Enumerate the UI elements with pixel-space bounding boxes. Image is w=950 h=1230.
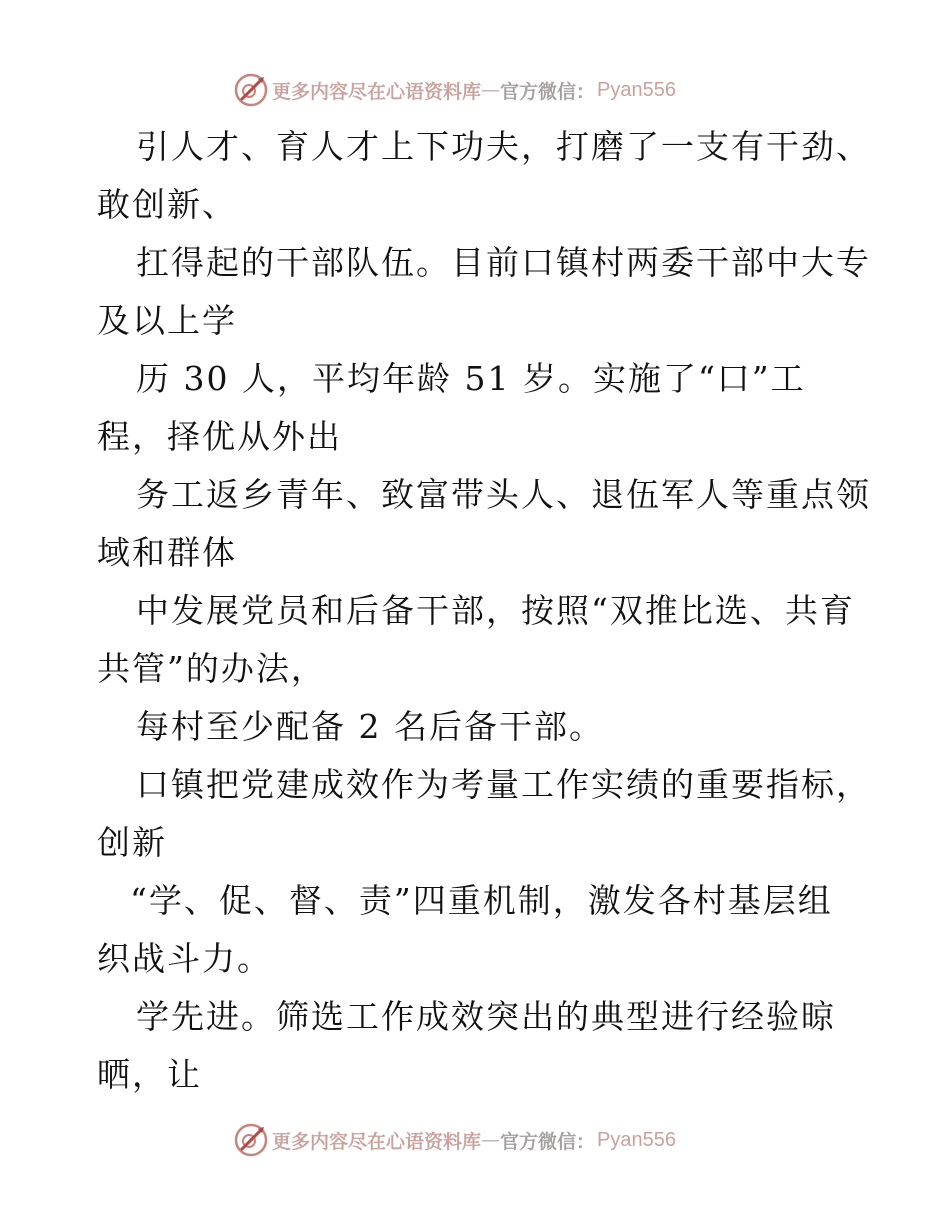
body-line: 引人才、育人才上下功夫，打磨了一支有干劲、 xyxy=(136,127,871,166)
watermark-text: 更多内容尽在心语资料库 xyxy=(272,1130,482,1153)
body-line: 程，择优从外出 xyxy=(97,417,342,456)
body-line: 织战斗力。 xyxy=(97,939,272,978)
body-line: 域和群体 xyxy=(97,533,237,572)
body-line: 及以上学 xyxy=(97,301,237,340)
watermark-separator: — xyxy=(481,1129,501,1151)
body-line: 中发展党员和后备干部，按照“双推比选、共育 xyxy=(136,591,855,630)
watermark-label: 官方微信： xyxy=(500,80,596,103)
footer-watermark xyxy=(234,1122,676,1158)
body-line: 创新 xyxy=(97,823,167,862)
body-line: 敢创新、 xyxy=(97,185,237,224)
body-line: 每村至少配备 2 名后备干部。 xyxy=(136,707,604,746)
body-line: 口镇把党建成效作为考量工作实绩的重要指标， xyxy=(136,765,871,804)
body-line: 共管”的办法， xyxy=(97,649,326,688)
watermark-separator: — xyxy=(481,79,501,101)
body-line: 晒，让 xyxy=(97,1055,202,1094)
body-line: 务工返乡青年、致富带头人、退伍军人等重点领 xyxy=(136,475,871,514)
watermark-label: 官方微信： xyxy=(500,1130,596,1153)
body-line: “学、促、督、责”四重机制，激发各村基层组 xyxy=(130,881,833,920)
header-watermark xyxy=(234,72,676,108)
logo-icon xyxy=(234,1123,268,1157)
body-line: 历 30 人，平均年龄 51 岁。实施了“口”工 xyxy=(136,359,806,398)
logo-icon xyxy=(234,73,268,107)
document-body xyxy=(97,118,871,1104)
watermark-id: Pyan556 xyxy=(597,1128,676,1151)
body-line: 扛得起的干部队伍。目前口镇村两委干部中大专 xyxy=(136,243,871,282)
watermark-text: 更多内容尽在心语资料库 xyxy=(272,80,482,103)
body-line: 学先进。筛选工作成效突出的典型进行经验晾 xyxy=(136,997,836,1036)
watermark-id: Pyan556 xyxy=(597,78,676,101)
